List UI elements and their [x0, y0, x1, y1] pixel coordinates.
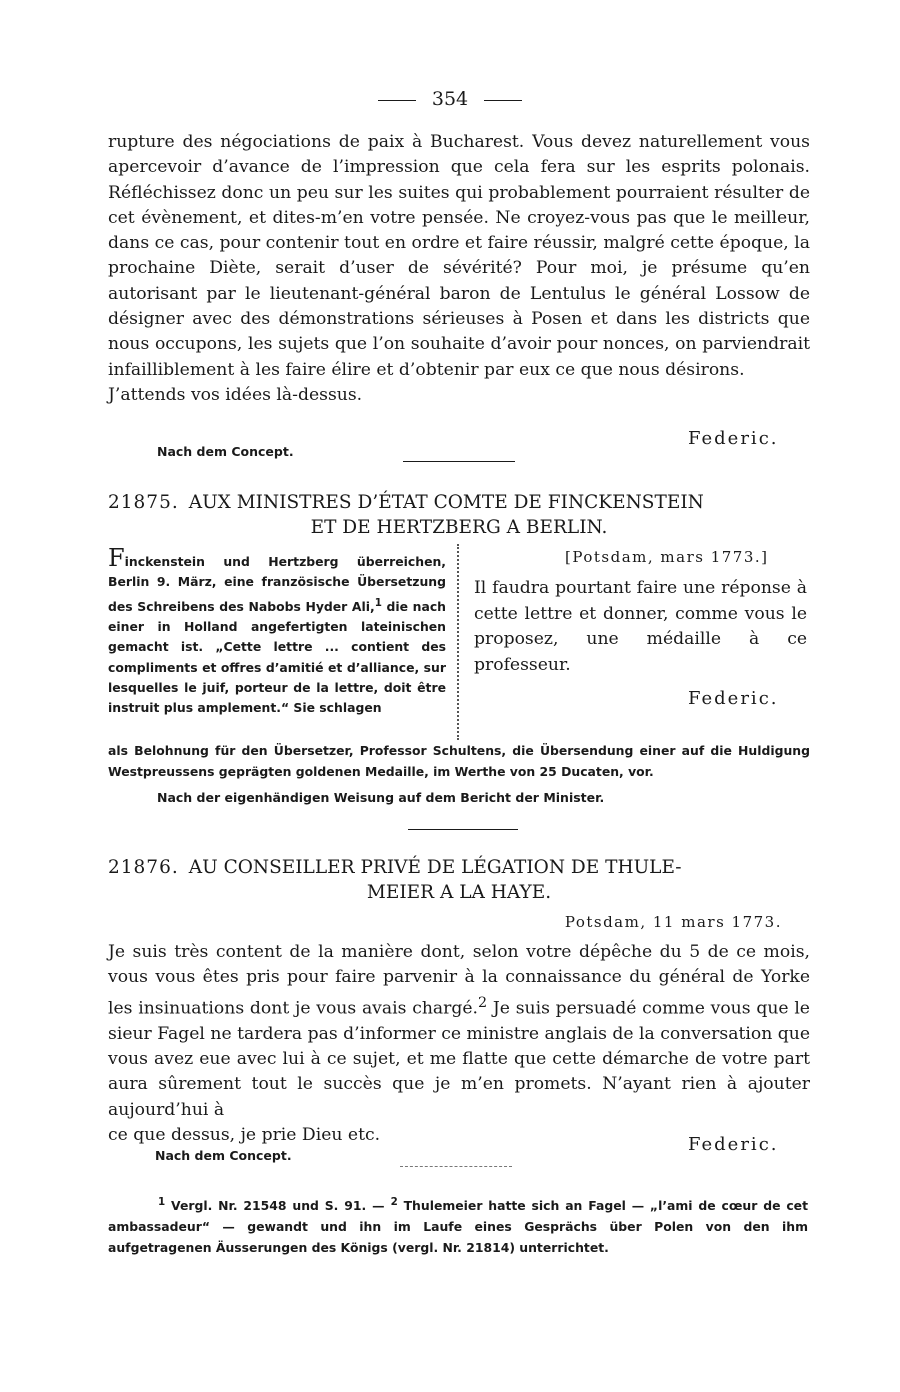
source-note-continuation: Nach dem Concept. [157, 444, 294, 459]
doc-21876-title-line2: MEIER A LA HAYE. [366, 882, 552, 903]
doc-21876-body-text: Je suis très content de la manière dont, selon votre dépêche du 5 de ce mois, vous vous êtes pris pour faire parvenir à la connaissance du général de Yorke les insinuations dont je vous avais chargé. [108, 942, 810, 1019]
section-rule-1 [403, 461, 515, 462]
source-note-21875: Nach der eigenhändigen Weisung auf dem Bericht der Minister. [157, 790, 605, 805]
doc-21875-title [108, 490, 810, 540]
header-dash-right [484, 100, 522, 101]
doc-21875-summary [108, 544, 446, 719]
doc-21876-date: Potsdam, 11 mars 1773. [564, 913, 782, 931]
doc-21875-summary-cont: die nach einer in Holland angefertigten lateinischen gemacht ist. „Cette lettre ... contient des compliments et offres d’amitié et d’alliance, sur lesquelles le juif, porteur de la lettre, doit être instruit plus amplement.“ Sie schlagen [108, 598, 446, 716]
footnotes [108, 1192, 808, 1258]
continuation-text: rupture des négociations de paix à Bucharest. Vous devez naturellement vous apercevoir d’avance de l’impression que cela fera sur les esprits polonais. Réfléchissez donc un peu sur les suites qui probablement pourraient résulter de cet évènement, et dites-m’en votre pensée. Ne croyez-vous pas que le meilleur, dans ce cas, pour contenir tout en ordre et faire réussir, malgré cette époque, la prochaine Diète, serait d’user de sévérité? Pour moi, je présume qu’en autorisant par le lieutenant-général baron de Lentulus le général Lossow de désigner avec des démonstrations sérieuses à Posen et dans les districts que nous occupons, les sujets que l’on souhaite d’avoir pour nonces, on parviendrait infailliblement à les faire élire et d’obtenir par eux ce que nous désirons. [108, 132, 810, 380]
doc-21876-last-line: ce que dessus, je prie Dieu etc. [108, 1124, 381, 1145]
page-number: 354 [431, 88, 469, 110]
footnote-separator: — [372, 1198, 385, 1214]
section-rule-2 [408, 829, 518, 830]
signature-21875: Federic. [688, 688, 779, 709]
doc-21875-reply: Il faudra pourtant faire une réponse à cette lettre et donner, comme vous le proposez, une médaille à ce professeur. [474, 578, 807, 675]
doc-21875-date: [Potsdam, mars 1773.] [565, 548, 769, 566]
continuation-paragraph [108, 130, 810, 408]
doc-21876-title [108, 855, 810, 905]
doc-21875-title-line2: ET DE HERTZBERG A BERLIN. [310, 517, 608, 538]
footnote-2-mark: 2 [390, 1196, 398, 1208]
footnote-1-mark: 1 [158, 1196, 166, 1208]
doc-21876-title-line1: AU CONSEILLER PRIVÉ DE LÉGATION DE THULE- [188, 857, 682, 878]
doc-21876-number: 21876. [108, 857, 179, 878]
footnote-1-text: Vergl. Nr. 21548 und S. 91. [171, 1198, 367, 1214]
doc-21876-body-text-cont: Je suis persuadé comme vous que le sieur Fagel ne tardera pas d’informer ce ministre anglais de la conversation que vous avez eue avec lui à ce sujet, et me flatte que cette démarche de votre part aura sûrement tout le succès que je m’en promets. N’ayant rien à ajouter aujourd’hui à [108, 998, 810, 1120]
doc-21875-summary-text: inckenstein und Hertzberg überreichen, Berlin 9. März, eine französische Übersetzung des Schreibens des Nabobs Hyder Ali, [108, 554, 446, 614]
footnote-1 [108, 1198, 366, 1213]
source-note-21876: Nach dem Concept. [155, 1148, 292, 1163]
doc-21875-dropcap: F [108, 544, 125, 572]
footnote-ref-2: 2 [478, 994, 488, 1011]
doc-21876-body [108, 940, 810, 1148]
header-dash-left [378, 100, 416, 101]
footnote-ref-1: 1 [374, 596, 382, 609]
doc-21875-summary-continued: als Belohnung für den Übersetzer, Professor Schultens, die Übersendung einer auf die Huldigung Westpreussens geprägten goldenen Medaille, im Werthe von 25 Ducaten, vor. [108, 743, 810, 779]
continuation-last-line: J’attends vos idées là-dessus. [108, 384, 363, 405]
doc-21875-title-line1: AUX MINISTRES D’ÉTAT COMTE DE FINCKENSTEIN [188, 492, 704, 513]
column-divider [457, 544, 459, 740]
section-rule-3 [400, 1166, 512, 1167]
page-header [0, 88, 900, 110]
footnote-2-text: Thulemeier hatte sich an Fagel — „l’ami de cœur de cet ambassadeur“ — gewandt und ihn im Laufe eines Gesprächs über Polen von den ihm aufgetragenen Äusserungen des Königs (vergl. Nr. 21814) unterrichtet. [108, 1198, 808, 1256]
doc-21875-number: 21875. [108, 492, 179, 513]
signature-continuation: Federic. [688, 428, 779, 449]
signature-21876: Federic. [688, 1134, 779, 1155]
